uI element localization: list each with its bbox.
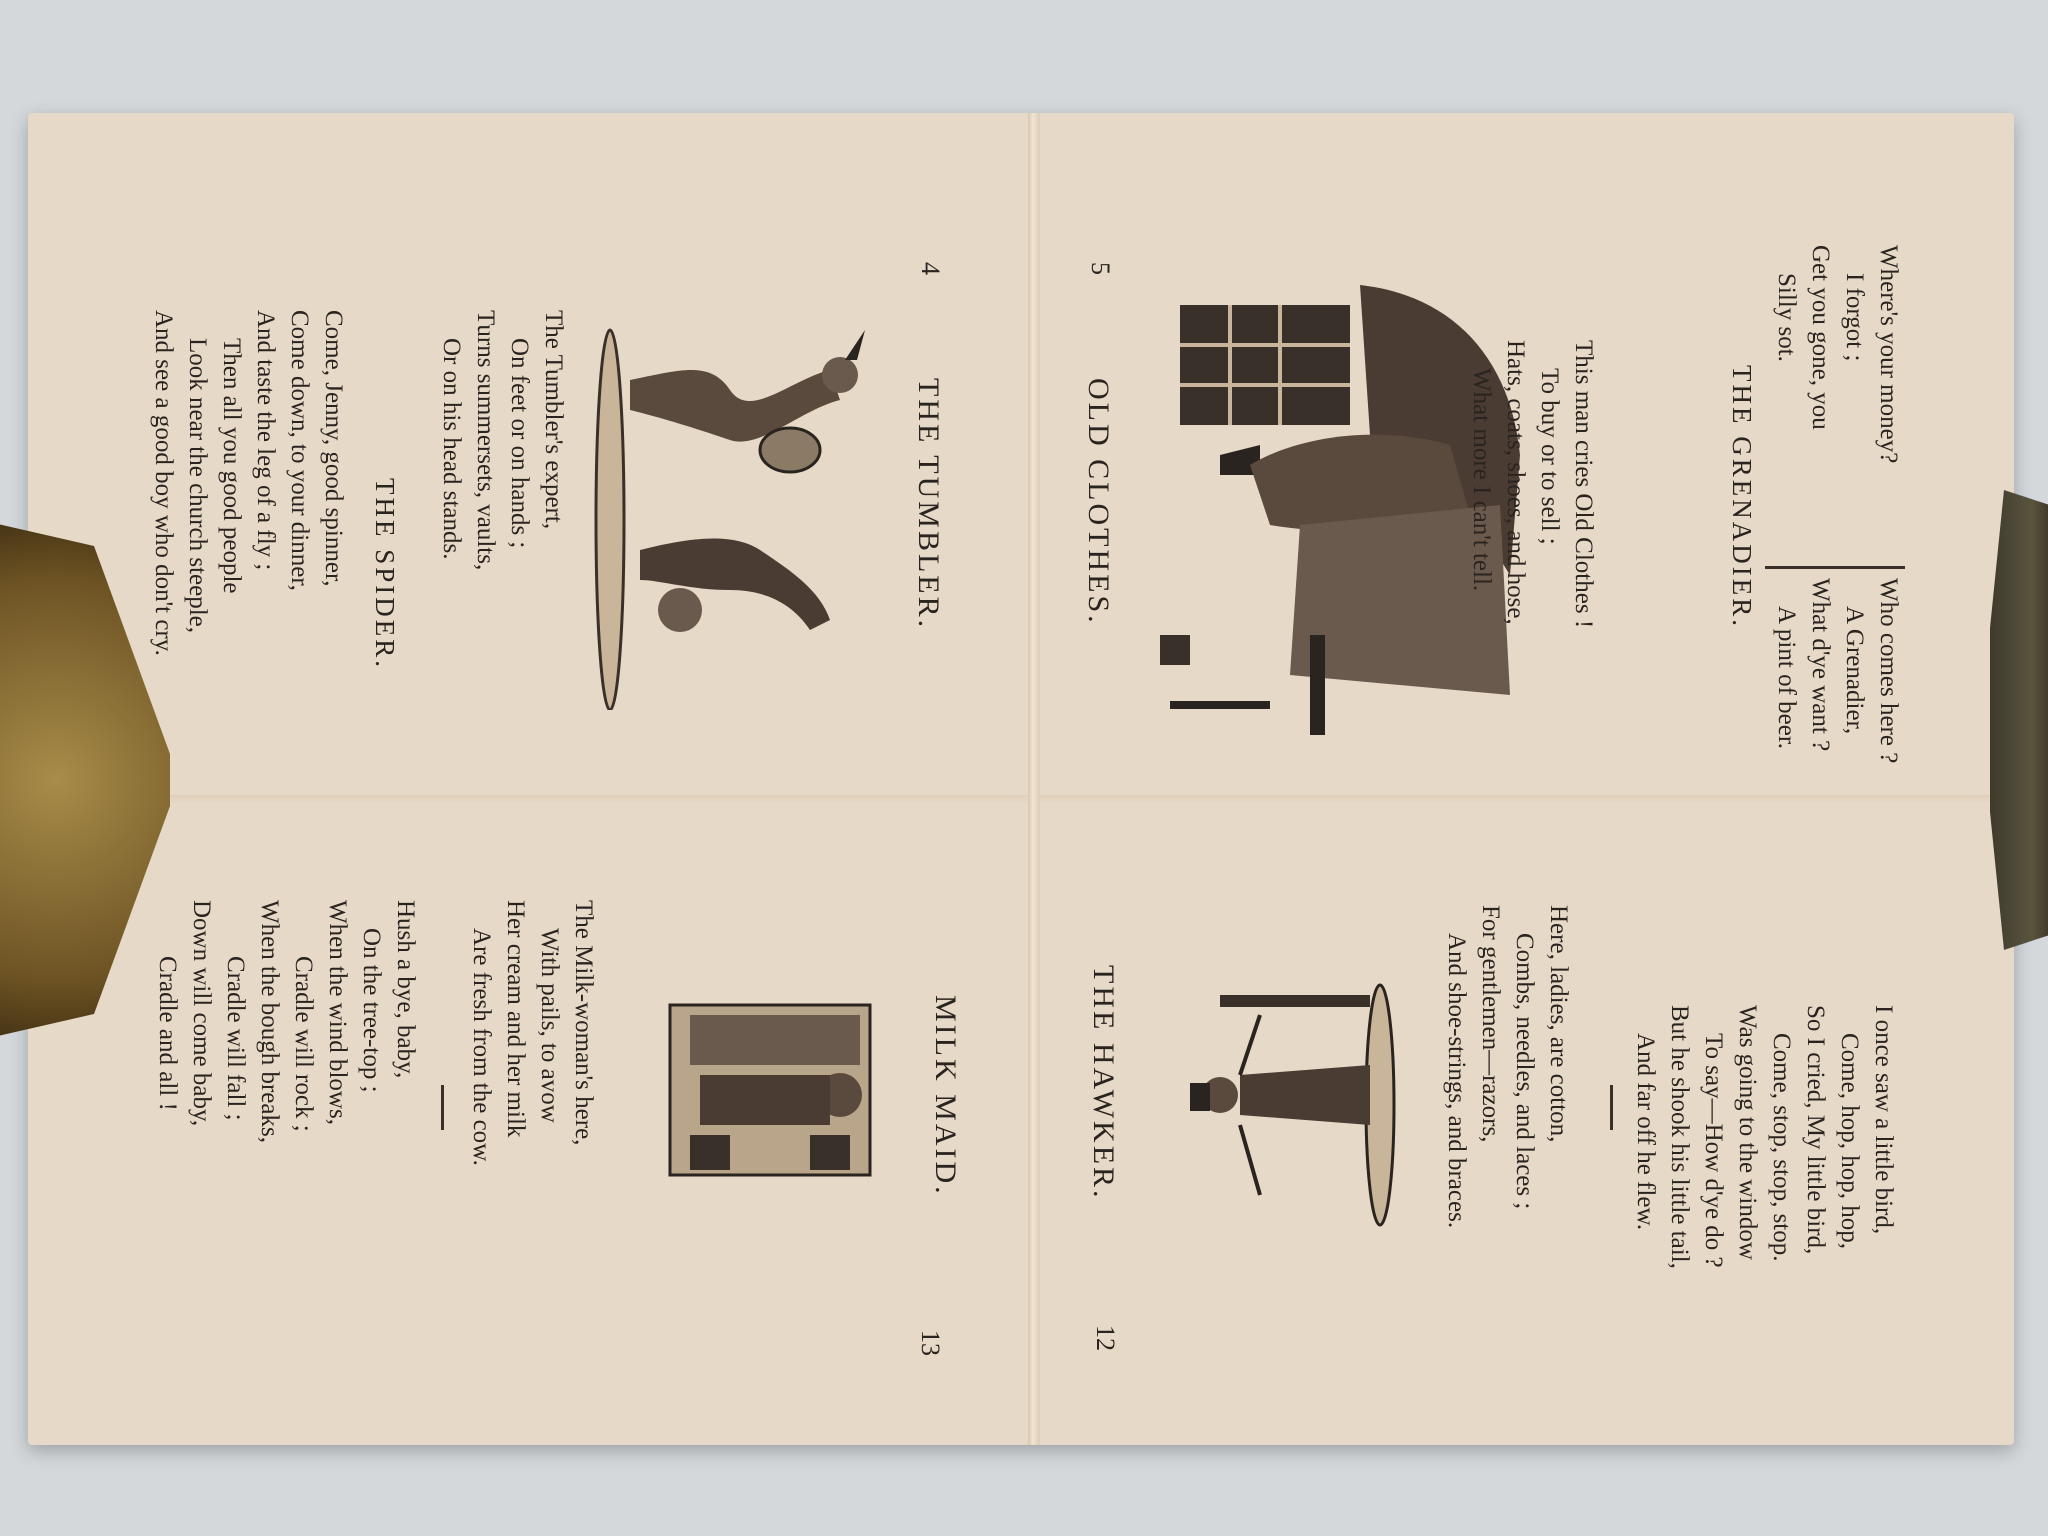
grenadier-column-divider xyxy=(1765,566,1905,569)
spider-verse: Come, Jenny, good spinner, Come down, to your dinner, And taste the leg of a fly ; Then all you good people Look near the church steeple, And see a good boy who don't cry. xyxy=(150,310,347,656)
divider-rule xyxy=(441,1085,444,1130)
milk-maid-woodcut xyxy=(660,985,890,1205)
tumbler-woodcut xyxy=(590,320,880,710)
title-grenadier: THE GRENADIER. xyxy=(1727,365,1757,629)
grenadier-right-column: Where's your money? I forgot ; Get you gone, you Silly sot. xyxy=(1773,245,1902,464)
hawker-woodcut xyxy=(1180,975,1410,1235)
old-clothes-verse: This man cries Old Clothes ! To buy or to sell ; Hats, coats, shoes, and hose, What more I can't tell. xyxy=(1468,340,1597,629)
page-number-5: 5 xyxy=(1086,262,1115,275)
title-spider: THE SPIDER. xyxy=(370,478,400,671)
page-number-13: 13 xyxy=(916,1330,945,1356)
title-milk-maid: MILK MAID. xyxy=(929,995,962,1197)
metal-clip-right xyxy=(1990,490,2048,950)
title-tumbler: THE TUMBLER. xyxy=(912,378,945,631)
milk-maid-verse: The Milk-woman's here, With pails, to avow Her cream and her milk Are fresh from the cow. xyxy=(468,900,597,1166)
page-number-12: 12 xyxy=(1091,1325,1120,1351)
title-old-clothes: OLD CLOTHES. xyxy=(1082,378,1115,626)
center-fold xyxy=(1028,113,1040,1445)
lullaby-verse: Hush a bye, baby, On the tree-top ; When the wind blows, Cradle will rock ; When the bough breaks, Cradle will fall ; Down will come baby, Cradle and all ! xyxy=(154,900,419,1143)
hawker-verse: Here, ladies, are cotton, Combs, needles, and laces ; For gentlemen—razors, And shoe-strings, and braces. xyxy=(1443,905,1572,1229)
title-hawker: THE HAWKER. xyxy=(1087,965,1120,1201)
grenadier-left-column: Who comes here ? A Grenadier, What d'ye want ? A pint of beer. xyxy=(1773,578,1902,764)
little-bird-verse: I once saw a little bird, Come, hop, hop, hop, So I cried, My little bird, Come, stop, stop, stop. Was going to the window To say—How d'ye do ? But he shook his little tail, And far off he flew. xyxy=(1632,1005,1897,1269)
divider-rule xyxy=(1610,1085,1613,1130)
tumbler-verse: The Tumbler's expert, On feet or on hands ; Turns summersets, vaults, Or on his head stands. xyxy=(438,310,567,571)
page-number-4: 4 xyxy=(916,262,945,275)
